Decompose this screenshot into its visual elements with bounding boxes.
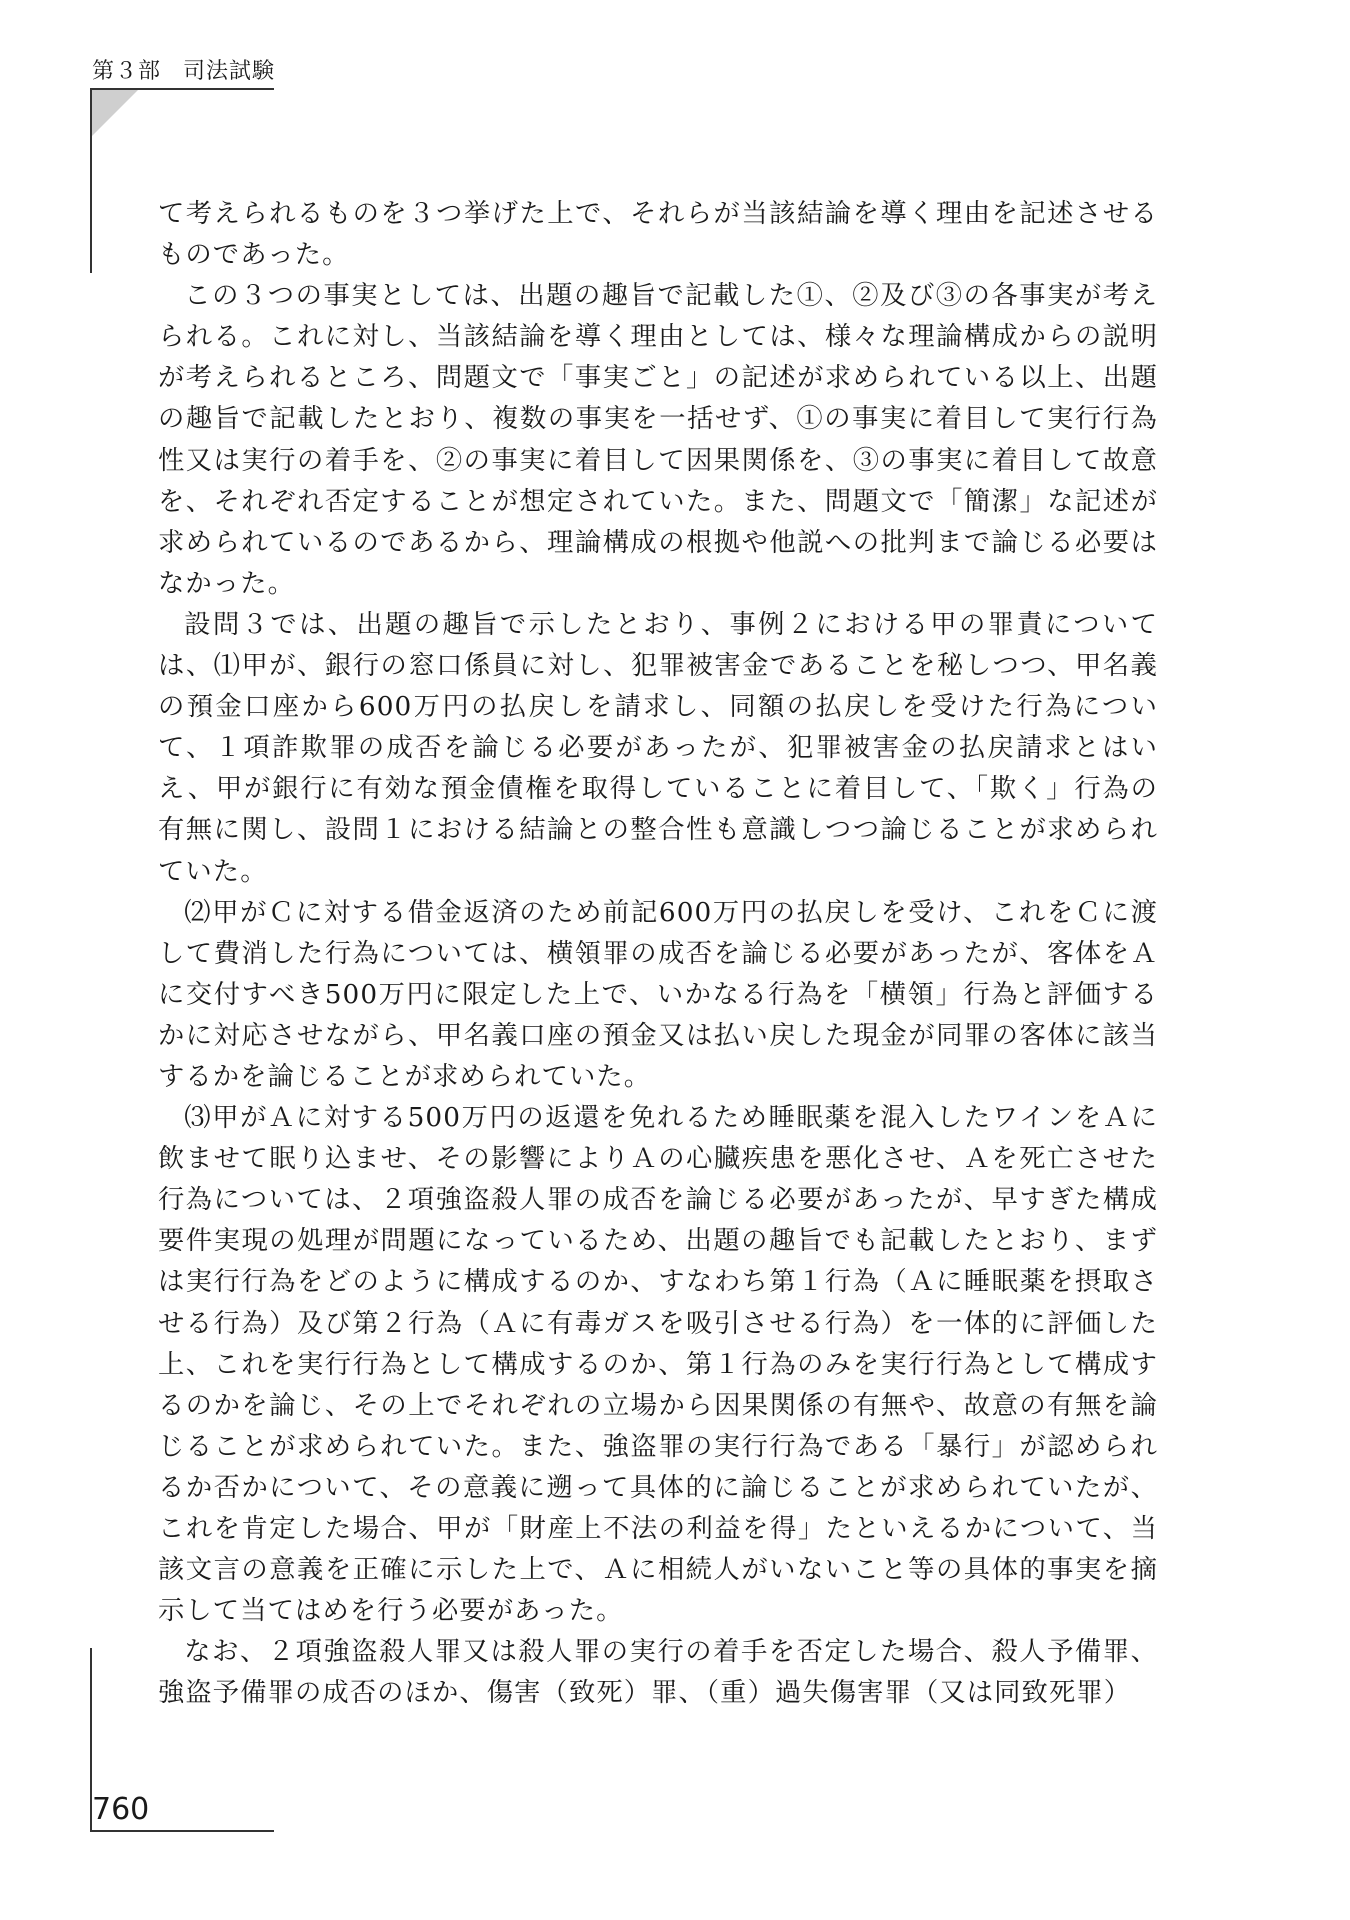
paragraph: ⑶甲がＡに対する500万円の返還を免れるため睡眠薬を混入したワインをＡに飲ませて眠り込ませ、その影響によりＡの心臓疾患を悪化させ、Ａを死亡させた行為については、２項強盗殺人罪の成否を論じる必要があったが、早すぎた構成要件実現の処理が問題になっているため、出題の趣旨でも記載したとおり、まずは実行行為をどのように構成するのか、すなわち第１行為（Ａに睡眠薬を摂取させる行為）及び第２行為（Ａに有毒ガスを吸引させる行為）を一体的に評価した上、これを実行行為として構成するのか、第１行為のみを実行行為として構成するのかを論じ、その上でそれぞれの立場から因果関係の有無や、故意の有無を論じることが求められていた。また、強盗罪の実行行為である「暴行」が認められるか否かについて、その意義に遡って具体的に論じることが求められていたが、これを肯定した場合、甲が「財産上不法の利益を得」たといえるかについて、当該文言の意義を正確に示した上で、Ａに相続人がいないこと等の具体的事実を摘示して当てはめを行う必要があった。 (158, 1103, 1158, 1627)
page-number: 760 (92, 1792, 150, 1827)
body-text (158, 194, 1158, 1714)
part-label: 第３部 (92, 59, 162, 84)
paragraph: この３つの事実としては、出題の趣旨で記載した①、②及び③の各事実が考えられる。これに対し、当該結論を導く理由としては、様々な理論構成からの説明が考えられるところ、問題文で「事実ごと」の記述が求められている以上、出題の趣旨で記載したとおり、複数の事実を一括せず、①の事実に着目して実行行為性又は実行の着手を、②の事実に着目して因果関係を、③の事実に着目して故意を、それぞれ否定することが想定されていた。また、問題文で「簡潔」な記述が求められているのであるから、理論構成の根拠や他説への批判まで論じる必要はなかった。 (158, 281, 1158, 599)
corner-triangle-decoration (92, 90, 138, 136)
footer-rule (90, 1830, 274, 1832)
paragraph: なお、２項強盗殺人罪又は殺人罪の実行の着手を否定した場合、殺人予備罪、強盗予備罪の成否のほか、傷害（致死）罪、（重）過失傷害罪（又は同致死罪） (158, 1637, 1158, 1709)
paragraph: ⑵甲がＣに対する借金返済のため前記600万円の払戻しを受け、これをＣに渡して費消した行為については、横領罪の成否を論じる必要があったが、客体をＡに交付すべき500万円に限定した上で、いかなる行為を「横領」行為と評価するかに対応させながら、甲名義口座の預金又は払い戻した現金が同罪の客体に該当するかを論じることが求められていた。 (158, 897, 1158, 1092)
running-head (92, 54, 275, 85)
paragraph-continuation: て考えられるものを３つ挙げた上で、それらが当該結論を導く理由を記述させるものであった。 (158, 199, 1158, 271)
paragraph: 設問３では、出題の趣旨で示したとおり、事例２における甲の罪責については、⑴甲が、銀行の窓口係員に対し、犯罪被害金であることを秘しつつ、甲名義の預金口座から600万円の払戻しを請求し、同額の払戻しを受けた行為について、１項詐欺罪の成否を論じる必要があったが、犯罪被害金の払戻請求とはいえ、甲が銀行に有効な預金債権を取得していることに着目して、「欺く」行為の有無に関し、設問１における結論との整合性も意識しつつ論じることが求められていた。 (158, 609, 1158, 887)
chapter-title: 司法試験 (183, 59, 276, 84)
left-margin-rule-top (90, 88, 92, 273)
